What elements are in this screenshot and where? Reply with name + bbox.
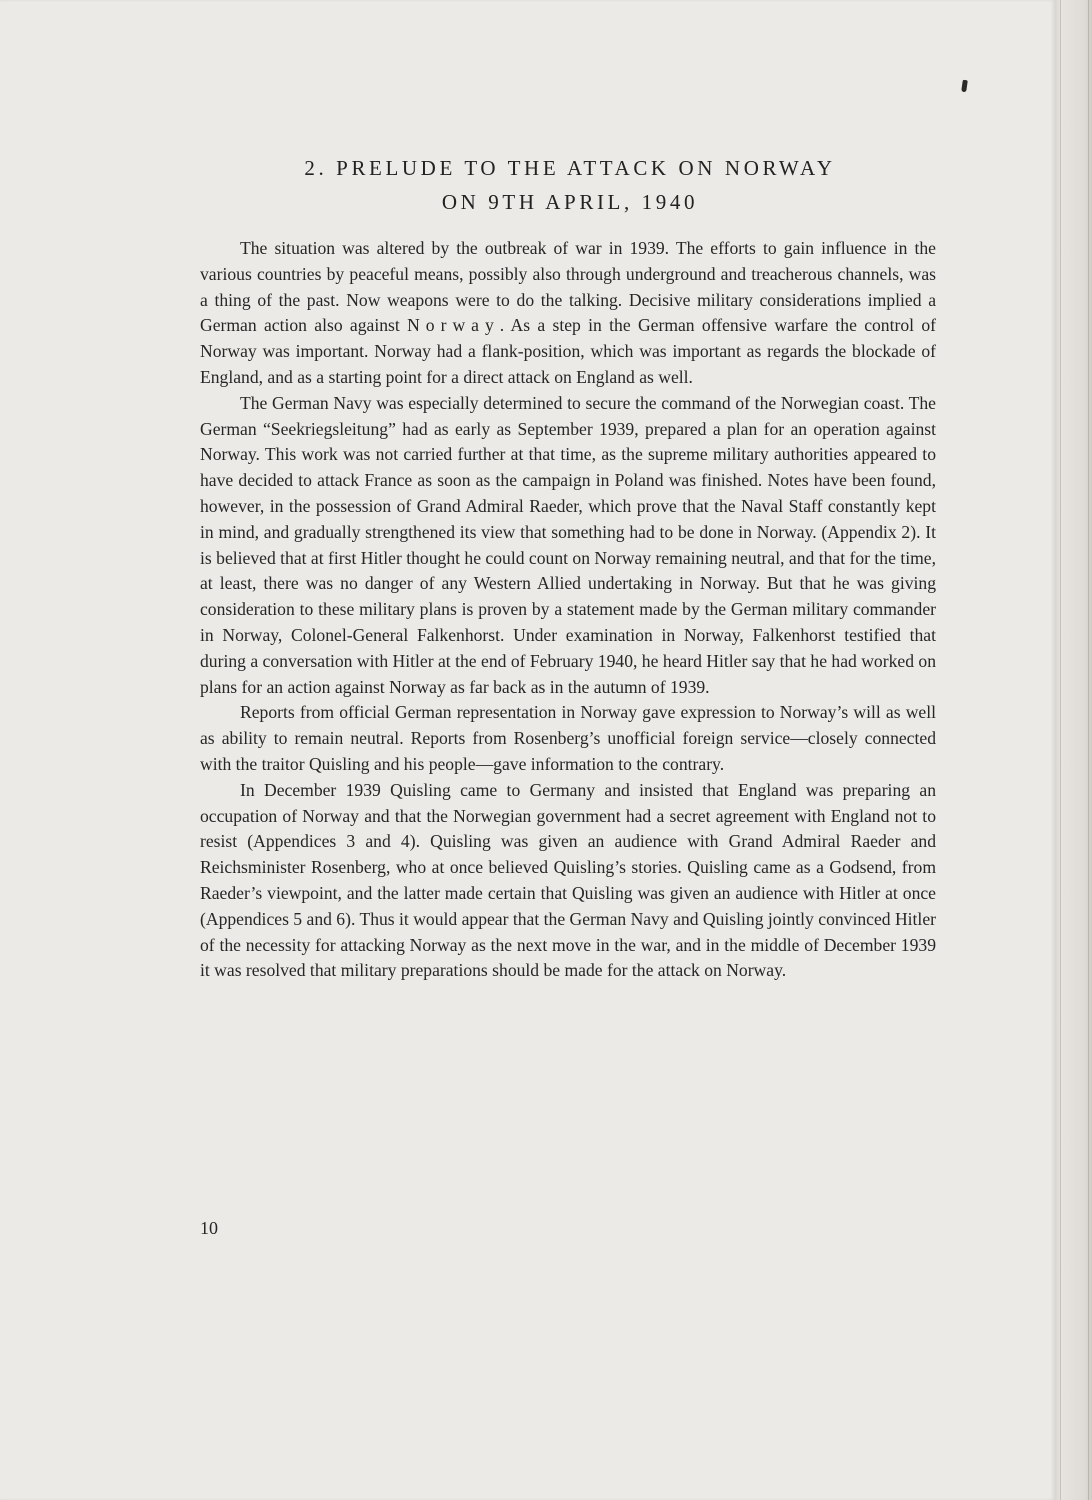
paragraph-4: In December 1939 Quisling came to Germany and insisted that England was preparing an occupation of Norway and that the Norwegian government had a secret agreement with England not to resist (Appendices 3 and 4). Quisling was given an audience with Grand Admiral Raeder and Reichsminister Rosenberg, who at once believed Quisling’s stories. Quisling came as a Godsend, from Raeder’s viewpoint, and the latter made certain that Quisling was given an audience with Hitler at once (Appendices 5 and 6). Thus it would appear that the German Navy and Quisling jointly convinced Hitler of the necessity for attacking Norway as the next move in the war, and in the middle of December 1939 it was resolved that military preparations should be made for the attack on Norway.	[200, 779, 936, 981]
page-edge-line-outer	[1088, 0, 1089, 1500]
body-text	[200, 236, 936, 984]
paragraph-1-text-b: . As a step in the German offensive warfare the control of Norway was important. Norway had a flank-position, which was important as regards the blockade of England, and as a starting point for a direct attack on England as well.	[200, 315, 936, 387]
chapter-heading-line-2: ON 9TH APRIL, 1940	[441, 190, 699, 214]
page-edge-line	[1060, 0, 1061, 1500]
paragraph-1	[200, 236, 936, 391]
paragraph-2: The German Navy was especially determined to secure the command of the Norwegian coast. The German “Seekriegsleitung” had as early as September 1939, prepared a plan for an operation against Norway. This work was not carried further at that time, as the supreme military authorities appeared to have decided to attack France as soon as the campaign in Poland was finished. Notes have been found, however, in the possession of Grand Admiral Raeder, which prove that the Naval Staff constantly kept in mind, and gradually strengthened its view that something had to be done in Norway. (Appendix 2). It is believed that at first Hitler thought he could count on Norway remaining neutral, and that for the time, at least, there was no danger of any Western Allied undertaking in Norway. But that he was giving consideration to these military plans is proven by a statement made by the German military commander in Norway, Colonel-General Falkenhorst. Under examination in Norway, Falkenhorst testified that during a conversation with Hitler at the end of February 1940, he heard Hitler say that he had worked on plans for an action against Norway as far back as in the autumn of 1939.	[200, 392, 936, 697]
emphasized-word-norway: Norway	[407, 315, 500, 336]
paragraph-1-text-a: The situation was altered by the outbreak of war in 1939. The efforts to gain influence in the various countries by peaceful means, possibly also through underground and treacherous channels, was a thing of the past. Now weapons were to do the talking. Decisive military considerations implied a German action also against	[200, 238, 936, 336]
page-number: 10	[200, 1218, 218, 1238]
paragraph-3: Reports from official German representation in Norway gave expression to Norway’s will as well as ability to remain neutral. Reports from Rosenberg’s unofficial foreign service—closely connected with the traitor Quisling and his people—gave information to the contrary.	[200, 702, 936, 774]
chapter-heading-line-1: 2. PRELUDE TO THE ATTACK ON NORWAY	[304, 156, 836, 180]
